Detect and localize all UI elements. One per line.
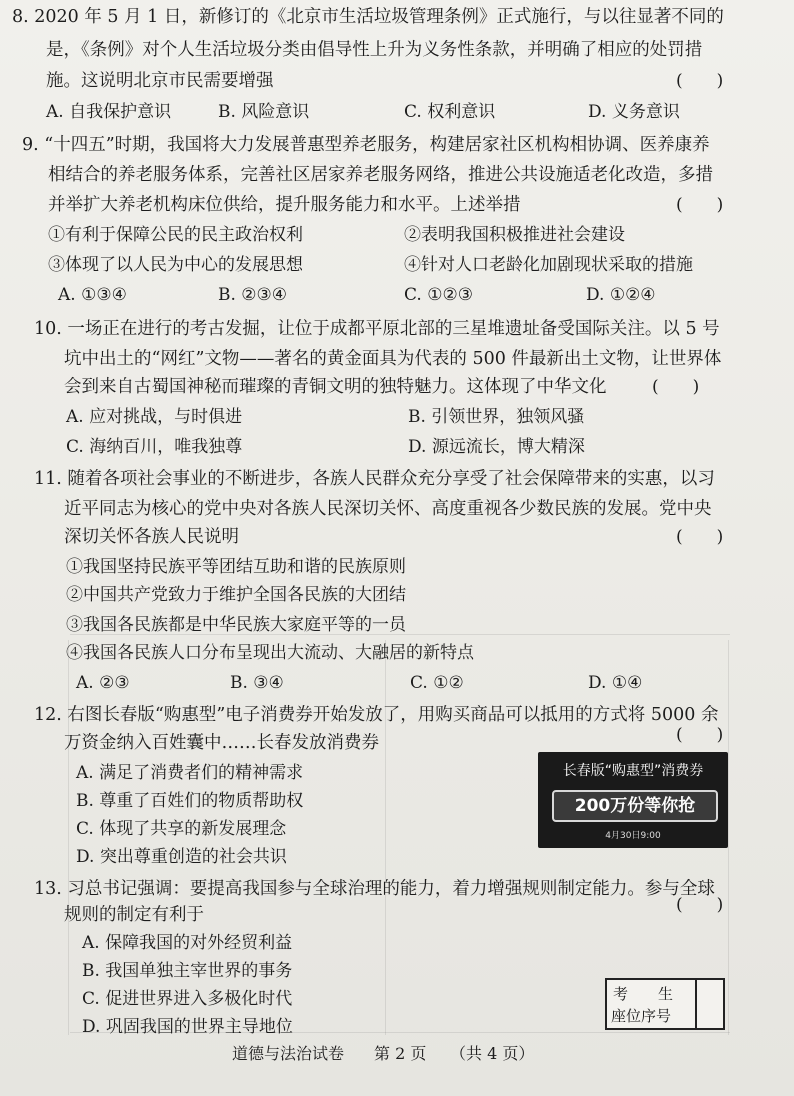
q11-statement-2: ②中国共产党致力于维护全国各民族的大团结	[66, 585, 406, 605]
q9-statement-3: ③体现了以人民为中心的发展思想	[48, 255, 303, 275]
q8-option-c: C. 权利意识	[404, 102, 496, 122]
q8-line-2: 是，《条例》对个人生活垃圾分类由倡导性上升为义务性条款，并明确了相应的处罚措	[46, 40, 703, 60]
q10-option-c: C. 海纳百川，唯我独尊	[66, 437, 243, 457]
q10-option-d: D. 源远流长，博大精深	[408, 437, 585, 457]
q8-option-a: A. 自我保护意识	[46, 102, 172, 122]
q11-option-b: B. ③④	[230, 673, 284, 693]
q13-option-a: A. 保障我国的对外经贸利益	[82, 933, 293, 953]
q11-option-d: D. ①④	[588, 673, 643, 693]
q12-option-b: B. 尊重了百姓们的物质帮助权	[76, 791, 304, 811]
ghost-line	[68, 640, 69, 1035]
q13-option-c: C. 促进世界进入多极化时代	[82, 989, 293, 1009]
answer-paren: ( )	[652, 377, 700, 397]
answer-paren: ( )	[676, 195, 724, 215]
footer-subject: 道德与法治试卷	[232, 1044, 345, 1063]
q13-line-2: 规则的制定有利于	[64, 905, 204, 925]
footer-total-pages: （共 4 页）	[450, 1044, 535, 1063]
q8-option-d: D. 义务意识	[588, 102, 680, 122]
consumer-coupon-image	[538, 752, 728, 848]
seat-box-divider	[695, 980, 697, 1028]
q9-option-c: C. ①②③	[404, 285, 473, 305]
q8-line-1: 8. 2020 年 5 月 1 日，新修订的《北京市生活垃圾管理条例》正式施行，与以往显著不同的	[12, 7, 724, 27]
q10-option-b: B. 引领世界，独领风骚	[408, 407, 585, 427]
q9-statement-1: ①有利于保障公民的民主政治权利	[48, 225, 303, 245]
q10-line-1: 10. 一场正在进行的考古发掘，让位于成都平原北部的三星堆遗址备受国际关注。以 5 号	[34, 319, 720, 339]
q8-line-3: 施。这说明北京市民需要增强	[46, 71, 274, 91]
seat-box-label-seat: 座位序号	[611, 1007, 672, 1025]
answer-paren: ( )	[676, 725, 724, 745]
q12-line-1: 12. 右图长春版“购惠型”电子消费券开始发放了，用购买商品可以抵用的方式将 5000 余	[34, 705, 719, 725]
q11-line-1: 11. 随着各项社会事业的不断进步，各族人民群众充分享受了社会保障带来的实惠，以习	[34, 469, 715, 489]
seat-box-label-examinee: 考 生	[613, 985, 674, 1003]
q11-statement-3: ③我国各民族都是中华民族大家庭平等的一员	[66, 615, 406, 635]
answer-paren: ( )	[676, 895, 724, 915]
ghost-line	[728, 640, 729, 1035]
q9-statement-2: ②表明我国积极推进社会建设	[404, 225, 625, 245]
q12-option-d: D. 突出尊重创造的社会共识	[76, 847, 287, 867]
coupon-title: 长春版“购惠型”消费券	[562, 763, 704, 779]
footer-page: 第 2 页	[374, 1044, 427, 1063]
ghost-line	[385, 640, 386, 1035]
q13-option-b: B. 我国单独主宰世界的事务	[82, 961, 293, 981]
answer-paren: ( )	[676, 527, 724, 547]
coupon-main-text: 200万份等你抢	[552, 790, 718, 822]
q9-line-3: 并举扩大养老机构床位供给，提升服务能力和水平。上述举措	[48, 195, 521, 215]
q12-option-a: A. 满足了消费者们的精神需求	[76, 763, 304, 783]
q9-line-2: 相结合的养老服务体系，完善社区居家养老服务网络，推进公共设施适老化改造，多措	[48, 165, 713, 185]
seat-number-box	[605, 978, 725, 1030]
q11-statement-1: ①我国坚持民族平等团结互助和谐的民族原则	[66, 557, 406, 577]
coupon-date: 4月30日9:00	[605, 831, 661, 841]
q9-line-1: 9. “十四五”时期，我国将大力发展普惠型养老服务，构建居家社区机构相协调、医养康养	[22, 135, 710, 155]
q11-option-a: A. ②③	[76, 673, 130, 693]
q12-line-2: 万资金纳入百姓囊中……长春发放消费券	[64, 733, 379, 753]
q13-option-d: D. 巩固我国的世界主导地位	[82, 1017, 293, 1037]
q9-option-b: B. ②③④	[218, 285, 288, 305]
q11-statement-4: ④我国各民族人口分布呈现出大流动、大融居的新特点	[66, 643, 474, 663]
q8-option-b: B. 风险意识	[218, 102, 310, 122]
q10-option-a: A. 应对挑战，与时俱进	[66, 407, 243, 427]
answer-paren: ( )	[676, 71, 724, 91]
q9-option-d: D. ①②④	[586, 285, 656, 305]
q12-option-c: C. 体现了共享的新发展理念	[76, 819, 287, 839]
q11-line-3: 深切关怀各族人民说明	[64, 527, 239, 547]
q9-option-a: A. ①③④	[58, 285, 127, 305]
q9-statement-4: ④针对人口老龄化加剧现状采取的措施	[404, 255, 693, 275]
q10-line-3: 会到来自古蜀国神秘而璀璨的青铜文明的独特魅力。这体现了中华文化	[64, 377, 607, 397]
q11-option-c: C. ①②	[410, 673, 464, 693]
q11-line-2: 近平同志为核心的党中央对各族人民深切关怀、高度重视各少数民族的发展。党中央	[64, 499, 712, 519]
q10-line-2: 坑中出土的“网红”文物——著名的黄金面具为代表的 500 件最新出土文物，让世界体	[64, 349, 722, 369]
q13-line-1: 13. 习总书记强调：要提高我国参与全球治理的能力，着力增强规则制定能力。参与全球	[34, 879, 715, 899]
